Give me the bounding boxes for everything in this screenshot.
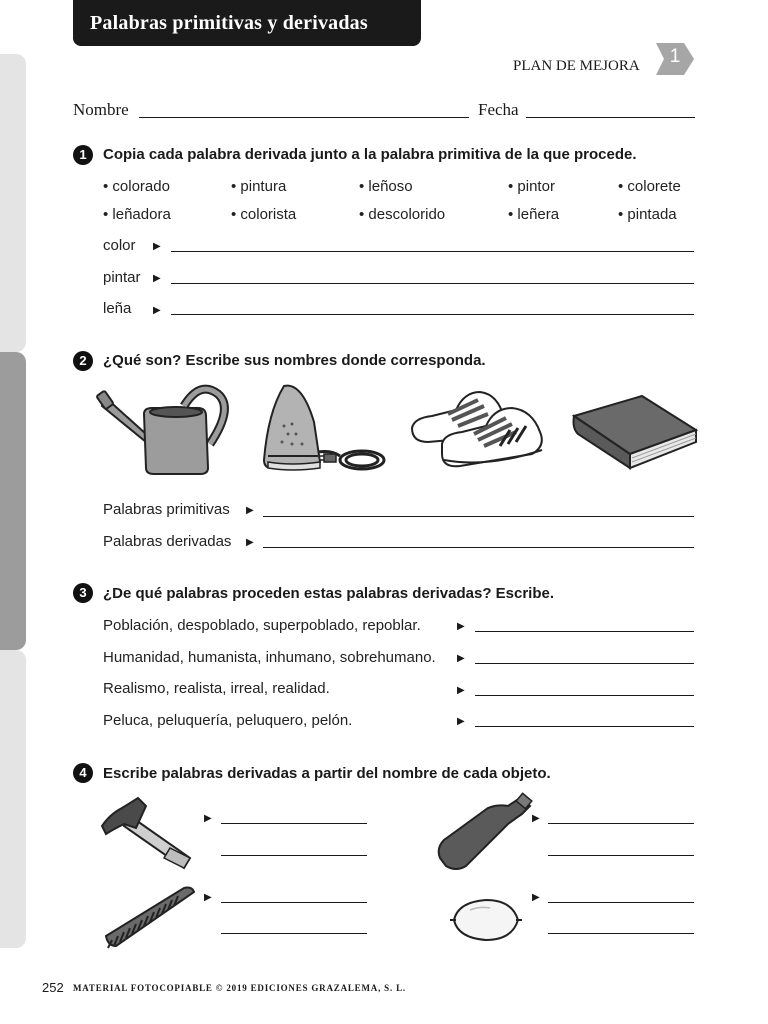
word-item: • leñoso <box>359 178 413 195</box>
word-item: • pintada <box>618 206 677 223</box>
exercise-3-number: 3 <box>73 583 93 603</box>
derived-words-row: Población, despoblado, superpoblado, repoblar. <box>103 617 421 634</box>
answer-line[interactable] <box>263 516 694 517</box>
word-item: • colorista <box>231 206 297 223</box>
answer-line[interactable] <box>171 251 694 252</box>
hammer-image <box>100 796 198 872</box>
word-item: • descolorido <box>359 206 446 223</box>
row-label-pintar: pintar <box>103 269 141 286</box>
page-title: Palabras primitivas y derivadas <box>73 0 421 46</box>
arrow-icon: ▶ <box>204 892 212 903</box>
arrow-icon: ▶ <box>532 813 540 824</box>
sneakers-image <box>408 388 550 478</box>
answer-line[interactable] <box>171 314 694 315</box>
answer-line[interactable] <box>221 902 367 903</box>
answer-line[interactable] <box>548 823 694 824</box>
row-label-color: color <box>103 237 136 254</box>
arrow-icon: ▶ <box>457 621 465 632</box>
exercise-1-instruction: Copia cada palabra derivada junto a la palabra primitiva de la que procede. <box>103 146 637 163</box>
exercise-2-number: 2 <box>73 351 93 371</box>
answer-line[interactable] <box>475 663 694 664</box>
word-item: • leñera <box>508 206 560 223</box>
answer-line[interactable] <box>221 933 367 934</box>
side-tab-middle <box>0 352 26 650</box>
arrow-icon: ▶ <box>457 653 465 664</box>
arrow-icon: ▶ <box>457 685 465 696</box>
derived-words-row: Humanidad, humanista, inhumano, sobrehumano. <box>103 649 436 666</box>
exercise-1-number: 1 <box>73 145 93 165</box>
side-tab-bottom <box>0 650 26 948</box>
word-item: • pintor <box>508 178 555 195</box>
answer-line[interactable] <box>475 695 694 696</box>
exercise-2-instruction: ¿Qué son? Escribe sus nombres donde corresponda. <box>103 352 486 369</box>
iron-image <box>262 382 390 474</box>
derived-words-row: Realismo, realista, irreal, realidad. <box>103 680 330 697</box>
exercise-4-instruction: Escribe palabras derivadas a partir del nombre de cada objeto. <box>103 765 551 782</box>
answer-line[interactable] <box>548 933 694 934</box>
nombre-label: Nombre <box>73 100 129 119</box>
row-label-lena: leña <box>103 300 132 317</box>
comb-image <box>104 886 196 950</box>
arrow-icon: ▶ <box>204 813 212 824</box>
side-tab-top <box>0 54 26 352</box>
arrow-icon: ▶ <box>246 505 254 516</box>
answer-line[interactable] <box>263 547 694 548</box>
arrow-icon: ▶ <box>153 305 161 316</box>
arrow-icon: ▶ <box>153 241 161 252</box>
word-item: • pintura <box>231 178 287 195</box>
answer-line[interactable] <box>221 855 367 856</box>
answer-line[interactable] <box>548 855 694 856</box>
answer-line[interactable] <box>171 283 694 284</box>
arrow-icon: ▶ <box>457 716 465 727</box>
lemon-image <box>450 896 522 944</box>
row-label-primitivas: Palabras primitivas <box>103 501 230 518</box>
copyright-text: MATERIAL FOTOCOPIABLE © 2019 EDICIONES GRAZALEMA, S. L. <box>73 983 406 993</box>
nombre-line[interactable] <box>139 117 469 118</box>
exercise-4-number: 4 <box>73 763 93 783</box>
arrow-icon: ▶ <box>246 537 254 548</box>
word-item: • colorado <box>103 178 170 195</box>
unit-number: 1 <box>669 46 681 67</box>
answer-line[interactable] <box>475 726 694 727</box>
watering-can-image <box>100 384 230 476</box>
arrow-icon: ▶ <box>532 892 540 903</box>
book-image <box>572 394 700 470</box>
page-number: 252 <box>42 980 64 995</box>
arrow-icon: ▶ <box>153 273 161 284</box>
answer-line[interactable] <box>548 902 694 903</box>
row-label-derivadas: Palabras derivadas <box>103 533 232 550</box>
plan-label: PLAN DE MEJORA <box>513 58 640 74</box>
fecha-label: Fecha <box>478 100 519 119</box>
derived-words-row: Peluca, peluquería, peluquero, pelón. <box>103 712 353 729</box>
word-item: • leñadora <box>103 206 171 223</box>
answer-line[interactable] <box>221 823 367 824</box>
bottle-image <box>436 796 532 870</box>
fecha-line[interactable] <box>526 117 695 118</box>
word-item: • colorete <box>618 178 681 195</box>
answer-line[interactable] <box>475 631 694 632</box>
exercise-3-instruction: ¿De qué palabras proceden estas palabras derivadas? Escribe. <box>103 585 555 602</box>
